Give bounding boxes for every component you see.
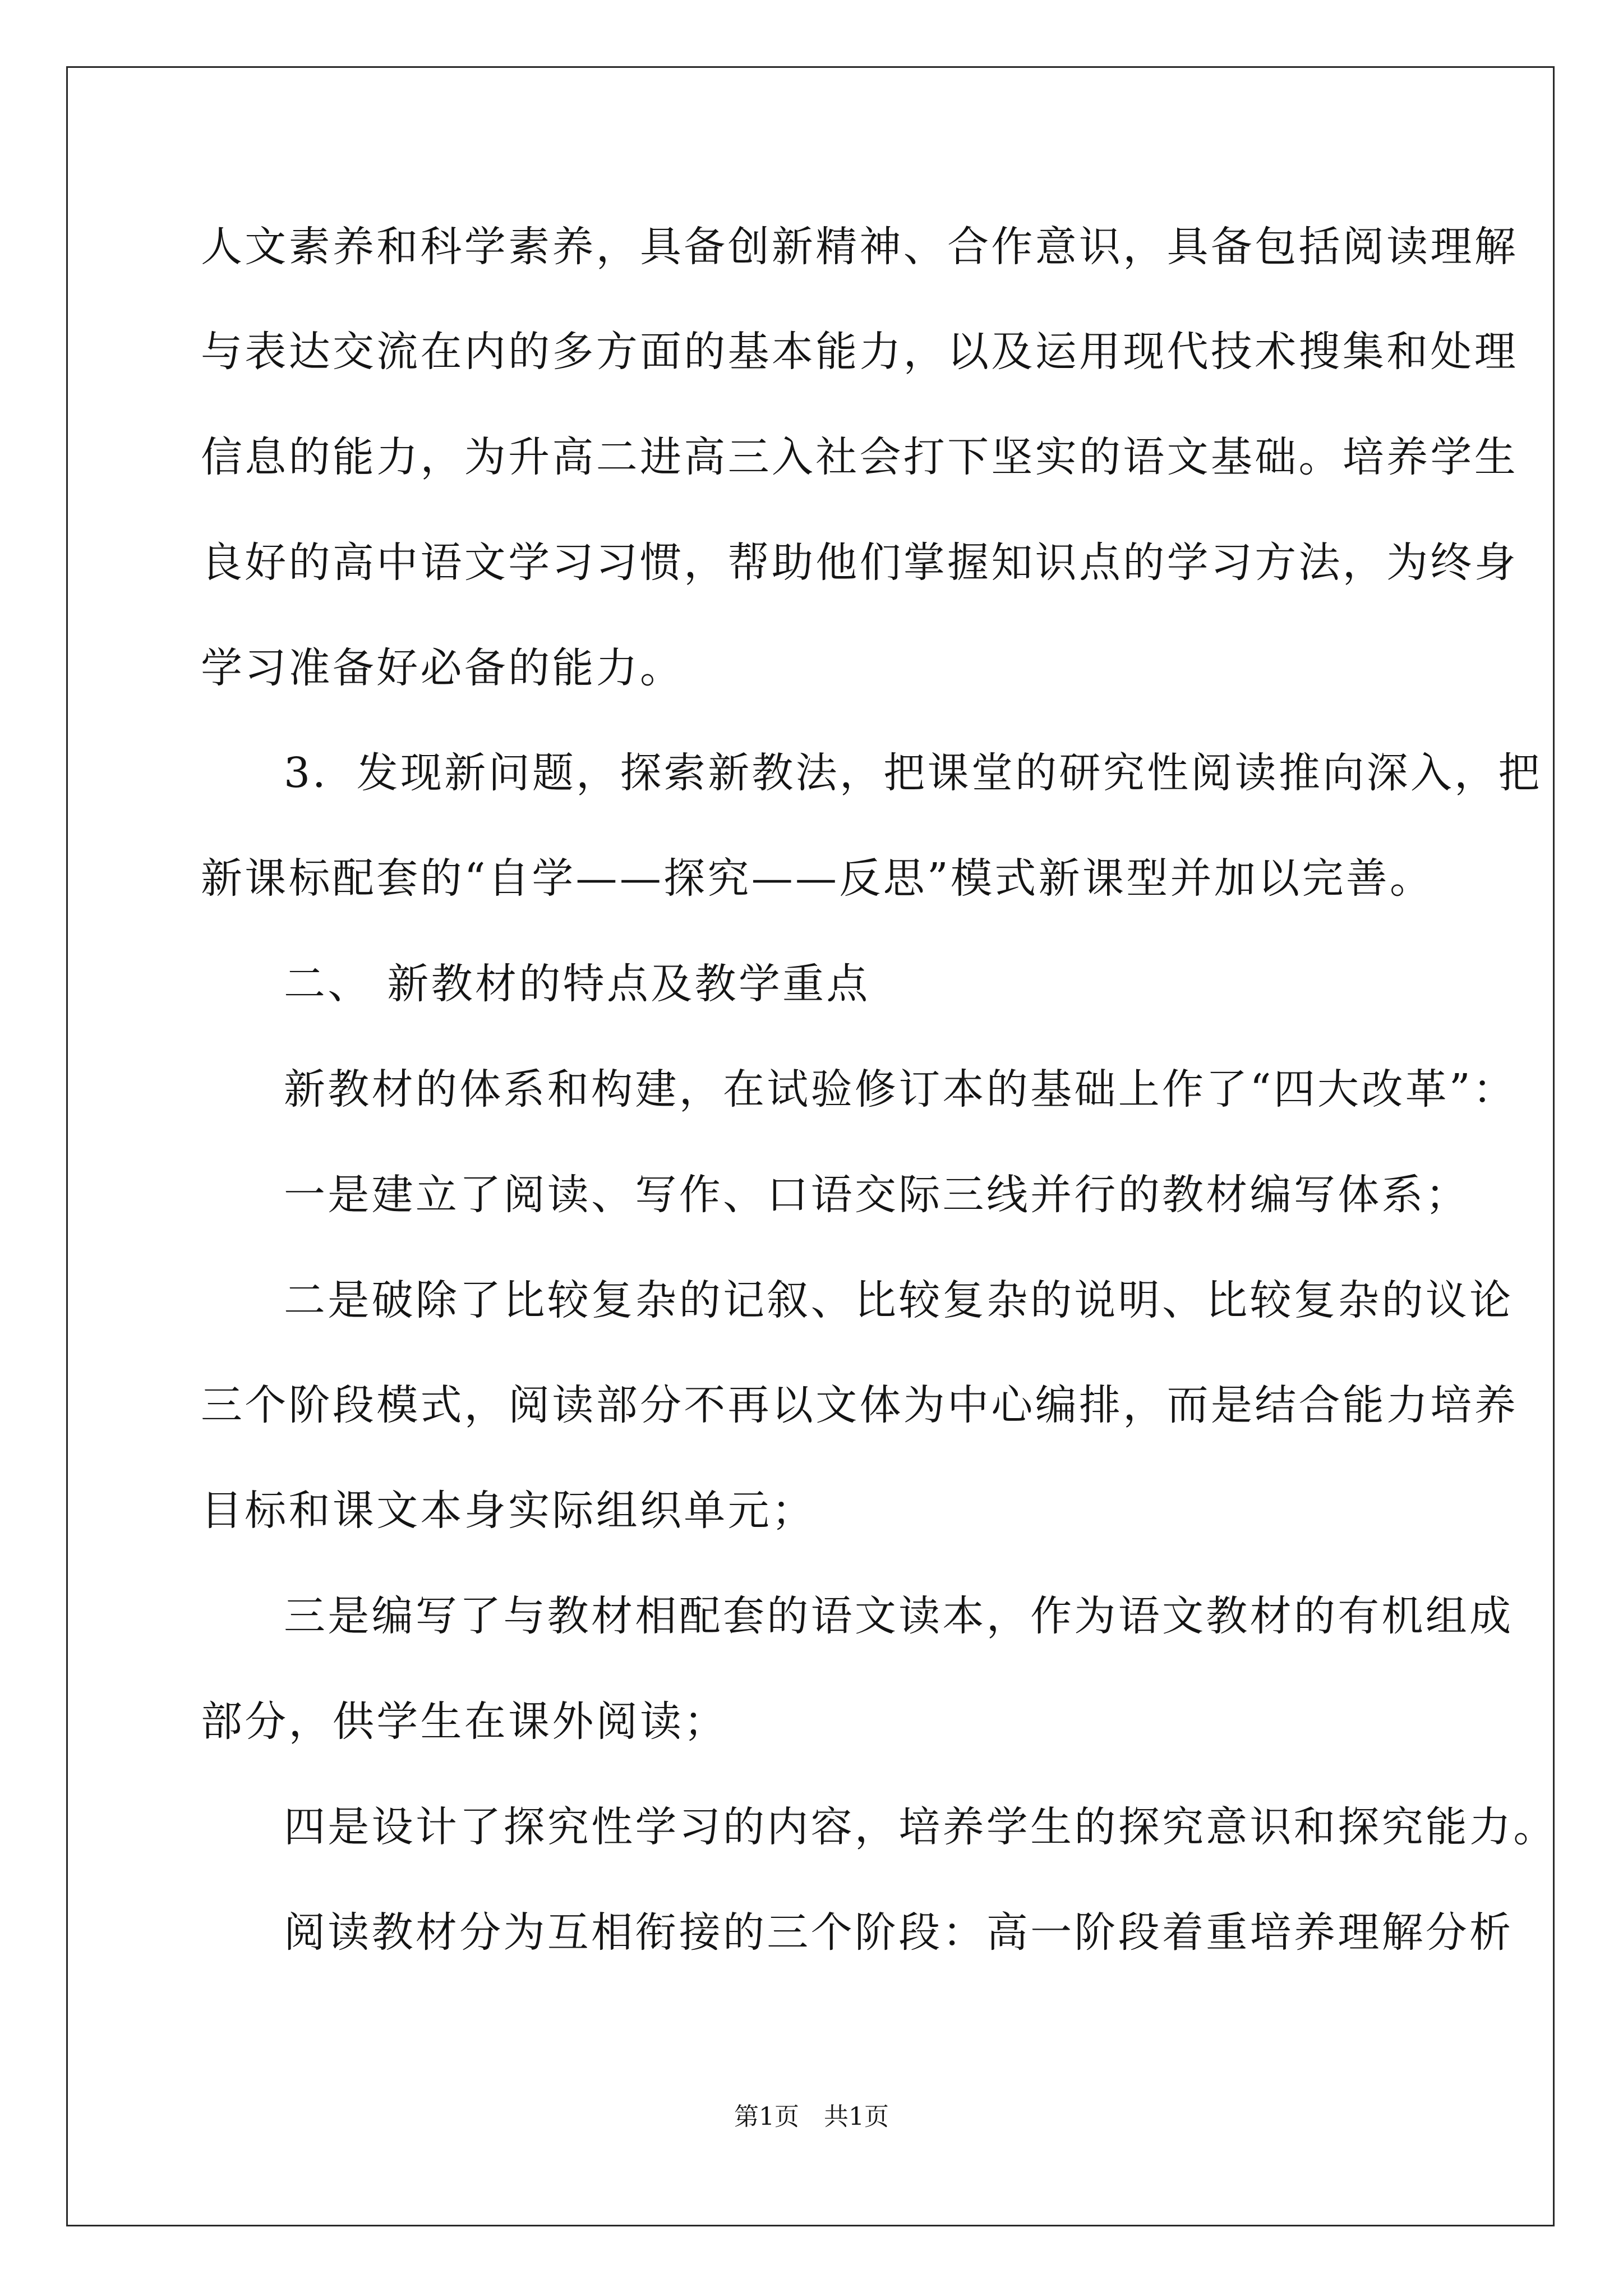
text-line: 目标和课文本身实际组织单元； [201,1487,816,1535]
text-line: 阅读教材分为互相衔接的三个阶段：高一阶段着重培养理解分析 [284,1908,1514,1957]
text-line: 四是设计了探究性学习的内容，培养学生的探究意识和探究能力。 [284,1803,1557,1851]
section-heading: 二、 新教材的特点及教学重点 [284,960,870,1008]
page-border [66,66,1555,2226]
text-line: 信息的能力，为升高二进高三入社会打下坚实的语文基础。培养学生 [201,433,1518,481]
page-footer: 第1页 共1页 [734,2102,889,2131]
text-line: 学习准备好必备的能力。 [201,644,684,692]
text-line: 新教材的体系和构建，在试验修订本的基础上作了“四大改革”： [284,1065,1517,1114]
text-line: 二是破除了比较复杂的记叙、比较复杂的说明、比较复杂的议论 [284,1276,1514,1324]
text-line: 部分，供学生在课外阅读； [201,1697,728,1746]
text-line: 3．发现新问题，探索新教法，把课堂的研究性阅读推向深入，把 [284,749,1542,797]
text-line: 三个阶段模式，阅读部分不再以文体为中心编排，而是结合能力培养 [201,1381,1518,1429]
text-line: 人文素养和科学素养，具备创新精神、合作意识，具备包括阅读理解 [201,223,1518,271]
text-line: 良好的高中语文学习习惯，帮助他们掌握知识点的学习方法，为终身 [201,539,1518,587]
text-line: 一是建立了阅读、写作、口语交际三线并行的教材编写体系； [284,1171,1470,1219]
text-line: 与表达交流在内的多方面的基本能力，以及运用现代技术搜集和处理 [201,328,1518,376]
text-line: 三是编写了与教材相配套的语文读本，作为语文教材的有机组成 [284,1592,1514,1640]
text-line: 新课标配套的“自学——探究——反思”模式新课型并加以完善。 [201,854,1434,903]
